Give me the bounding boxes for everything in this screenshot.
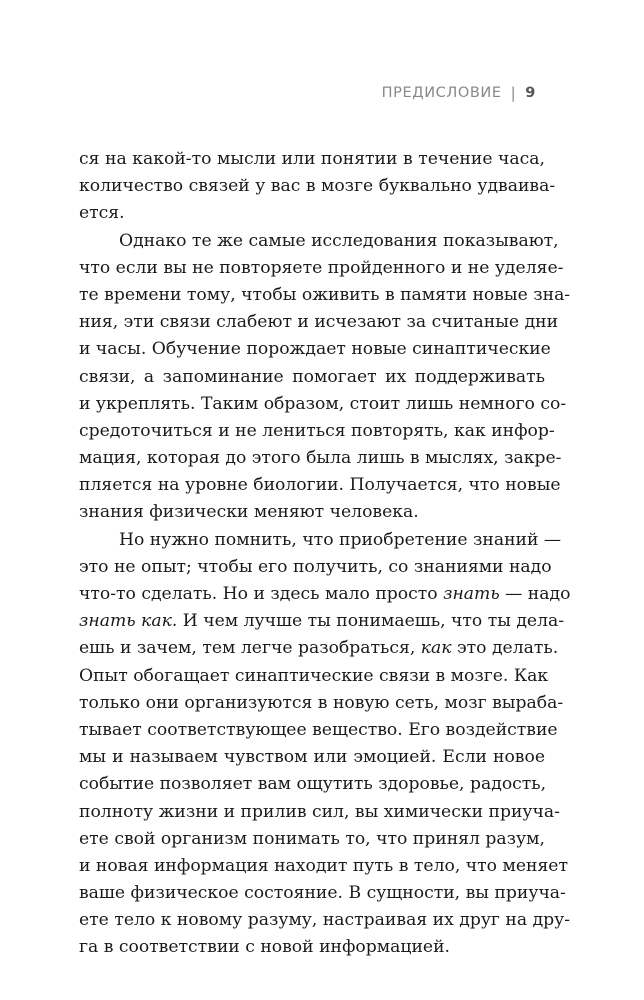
text-line: пляется на уровне биологии. Получается, что новые <box>79 475 561 496</box>
text-line: количество связей у вас в мозге буквально удваива- <box>79 176 556 197</box>
text-line: полноту жизни и прилив сил, вы химически приуча- <box>79 801 560 822</box>
text-line: средоточиться и не лениться повторять, как инфор- <box>79 420 555 441</box>
text-line: событие позволяет вам ощутить здоровье, радость, <box>79 774 547 795</box>
text-run: ешь и зачем, тем легче разобраться, <box>79 638 421 659</box>
text-line: мы и называем чувством или эмоцией. Если новое <box>79 747 545 768</box>
text-line: мация, которая до этого была лишь в мыслях, закре- <box>79 448 562 469</box>
text-run: — надо <box>499 584 571 604</box>
text-line: ся на какой-то мысли или понятии в течение часа, <box>79 149 545 169</box>
running-header <box>382 84 536 102</box>
text-line: ваше физическое состояние. В сущности, вы приуча- <box>79 883 566 904</box>
text-line: связи, а запоминание помогает их поддерживать <box>79 366 545 387</box>
text-line: знания физически меняют человека. <box>79 502 419 523</box>
text-line: это не опыт; чтобы его получить, со знаниями надо <box>79 556 552 577</box>
text-line: и новая информация находит путь в тело, что меняет <box>79 855 568 876</box>
text-line: и часы. Обучение порождает новые синаптические <box>79 339 551 360</box>
text-line: только они организуются в новую сеть, мозг выраба- <box>79 692 564 713</box>
text-line: ется. <box>79 203 125 224</box>
text-line: ния, эти связи слабеют и исчезают за считаные дни <box>79 312 559 333</box>
italic-run: как <box>420 638 452 659</box>
italic-run: знать <box>443 584 500 604</box>
text-line: и укреплять. Таким образом, стоит лишь немного со- <box>79 393 567 414</box>
text-line: Опыт обогащает синаптические связи в мозге. Как <box>79 665 549 686</box>
text-line: га в соответствии с новой информацией. <box>79 937 450 958</box>
text-line: ете тело к новому разуму, настраивая их друг на дру- <box>79 910 571 931</box>
text-line: те времени тому, чтобы оживить в памяти новые зна- <box>79 284 571 305</box>
text-line: тывает соответствующее вещество. Его воздействие <box>79 719 558 740</box>
text-line <box>79 635 559 662</box>
italic-run: знать как <box>79 611 172 632</box>
text-run: это делать. <box>451 638 559 659</box>
text-line: ете свой организм понимать то, что принял разум, <box>79 828 545 849</box>
text-run: . И чем лучше ты понимаешь, что ты дела- <box>171 611 565 632</box>
text-line <box>79 608 565 635</box>
text-line: Но нужно помнить, что приобретение знаний — <box>119 529 562 550</box>
body-text <box>79 146 571 962</box>
text-line: что если вы не повторяете пройденного и не уделяе- <box>79 257 564 278</box>
text-line <box>79 581 571 608</box>
text-line: Однако те же самые исследования показывают, <box>119 230 559 251</box>
section-title: ПРЕДИСЛОВИЕ <box>381 85 502 101</box>
text-run: что-то сделать. Но и здесь мало просто <box>79 584 444 604</box>
page-number: 9 <box>525 85 536 101</box>
header-separator: | <box>510 84 517 102</box>
